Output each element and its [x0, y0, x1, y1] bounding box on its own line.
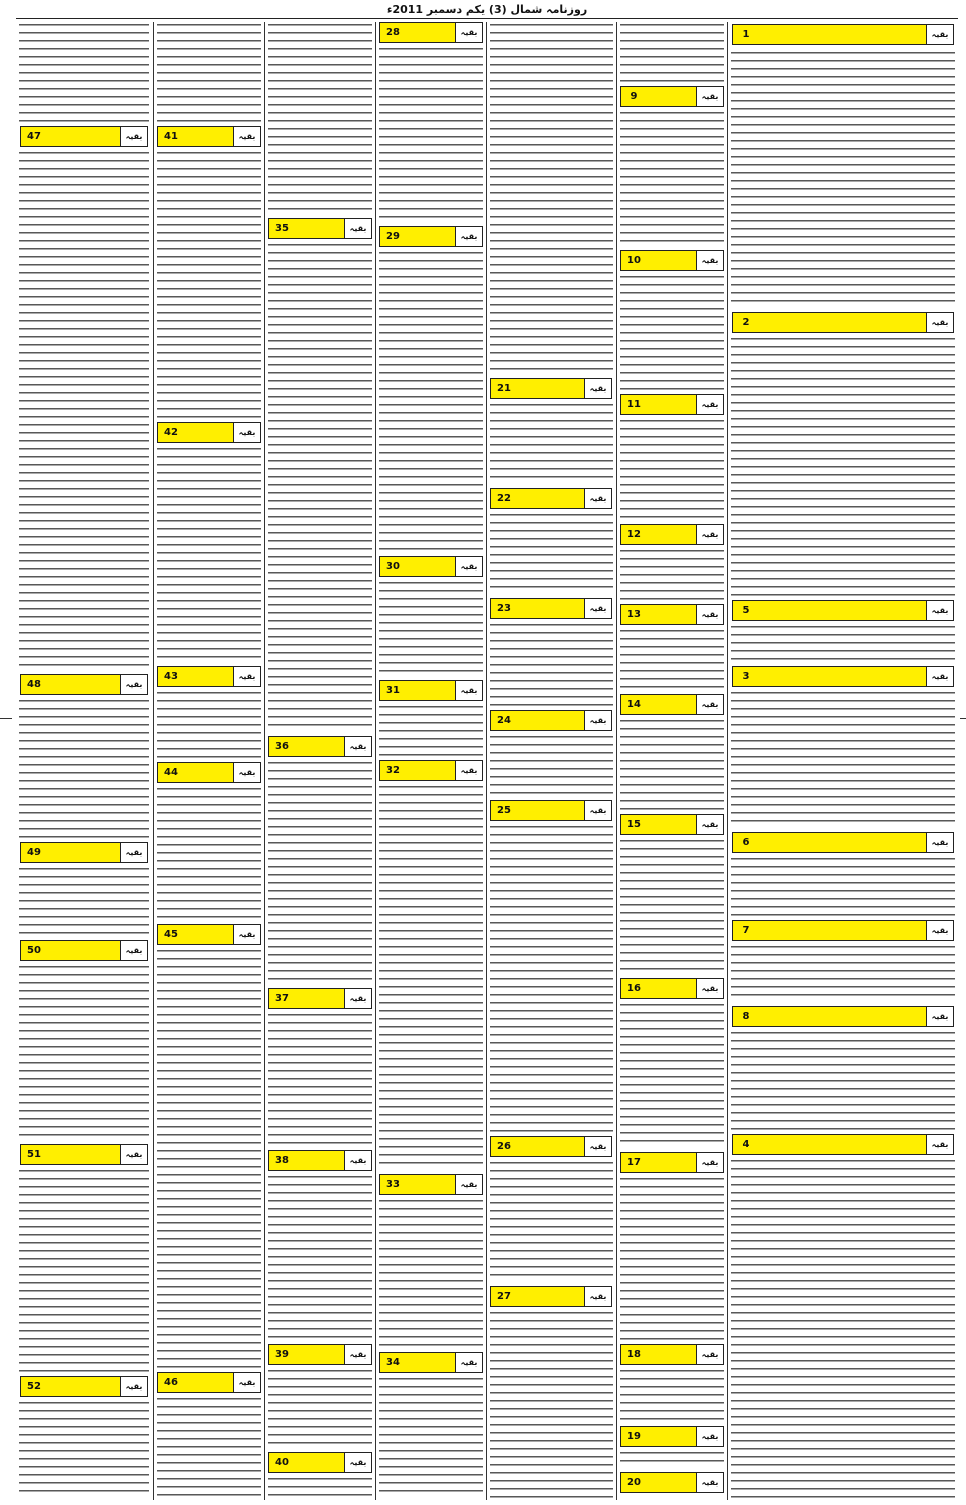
- badge-number: 45: [158, 925, 185, 944]
- badge-number: 40: [269, 1453, 296, 1472]
- text-block: [731, 50, 955, 308]
- text-block: [731, 1030, 955, 1130]
- text-block: [490, 824, 613, 1132]
- continuation-badge: [268, 1344, 372, 1365]
- continuation-badge: [732, 832, 954, 853]
- badge-label: بقیہ: [120, 1145, 147, 1164]
- badge-label: بقیہ: [696, 1153, 723, 1172]
- badge-label: بقیہ: [584, 489, 611, 508]
- badge-label: بقیہ: [584, 379, 611, 398]
- text-block: [19, 22, 149, 122]
- badge-number: 48: [21, 675, 48, 694]
- continuation-badge: [490, 800, 612, 821]
- badge-label: بقیہ: [584, 711, 611, 730]
- badge-number: 9: [621, 87, 648, 106]
- continuation-badge: [379, 1174, 483, 1195]
- badge-label: بقیہ: [455, 1175, 482, 1194]
- badge-number: 35: [269, 219, 296, 238]
- text-block: [379, 784, 483, 1170]
- text-block: [268, 1174, 372, 1340]
- continuation-badge: [732, 600, 954, 621]
- continuation-badge: [268, 736, 372, 757]
- text-block: [490, 1310, 613, 1498]
- text-block: [379, 580, 483, 676]
- text-block: [19, 150, 149, 670]
- continuation-badge: [379, 680, 483, 701]
- continuation-badge: [732, 24, 954, 45]
- text-block: [157, 446, 261, 662]
- continuation-badge: [268, 1150, 372, 1171]
- text-block: [731, 336, 955, 596]
- continuation-badge: [20, 126, 148, 147]
- badge-label: بقیہ: [344, 737, 371, 756]
- text-block: [157, 948, 261, 1368]
- continuation-badge: [490, 1136, 612, 1157]
- badge-number: 18: [621, 1345, 648, 1364]
- badge-label: بقیہ: [344, 1151, 371, 1170]
- text-block: [157, 1396, 261, 1498]
- badge-label: بقیہ: [926, 921, 953, 940]
- continuation-badge: [20, 842, 148, 863]
- continuation-badge: [620, 604, 724, 625]
- badge-number: 7: [733, 921, 760, 940]
- badge-label: بقیہ: [926, 1135, 953, 1154]
- continuation-badge: [732, 1134, 954, 1155]
- badge-label: بقیہ: [696, 1345, 723, 1364]
- text-block: [268, 1476, 372, 1498]
- badge-number: 52: [21, 1377, 48, 1396]
- text-block: [157, 786, 261, 920]
- continuation-badge: [620, 1152, 724, 1173]
- text-block: [620, 1002, 724, 1148]
- column-5: [265, 22, 375, 1500]
- badge-label: بقیہ: [120, 127, 147, 146]
- badge-number: 50: [21, 941, 48, 960]
- badge-number: 25: [491, 801, 518, 820]
- badge-label: بقیہ: [233, 127, 260, 146]
- badge-label: بقیہ: [120, 941, 147, 960]
- badge-number: 36: [269, 737, 296, 756]
- text-block: [490, 622, 613, 706]
- badge-number: 46: [158, 1373, 185, 1392]
- badge-label: بقیہ: [926, 667, 953, 686]
- badge-label: بقیہ: [233, 423, 260, 442]
- text-block: [490, 402, 613, 484]
- badge-number: 31: [380, 681, 407, 700]
- text-block: [19, 1168, 149, 1372]
- text-block: [490, 734, 613, 796]
- badge-number: 33: [380, 1175, 407, 1194]
- text-block: [620, 718, 724, 810]
- text-block: [268, 1368, 372, 1448]
- badge-number: 2: [733, 313, 760, 332]
- badge-number: 4: [733, 1135, 760, 1154]
- badge-number: 47: [21, 127, 48, 146]
- continuation-badge: [379, 22, 483, 43]
- text-block: [379, 1198, 483, 1348]
- continuation-badge: [268, 1452, 372, 1473]
- continuation-badge: [157, 924, 261, 945]
- continuation-badge: [490, 488, 612, 509]
- text-block: [620, 548, 724, 600]
- text-block: [268, 22, 372, 214]
- continuation-badge: [490, 378, 612, 399]
- continuation-badge: [379, 760, 483, 781]
- column-7: [16, 22, 152, 1500]
- badge-label: بقیہ: [696, 525, 723, 544]
- badge-label: بقیہ: [120, 843, 147, 862]
- continuation-badge: [157, 1372, 261, 1393]
- continuation-badge: [620, 978, 724, 999]
- badge-number: 13: [621, 605, 648, 624]
- badge-number: 6: [733, 833, 760, 852]
- continuation-badge: [620, 1472, 724, 1493]
- text-block: [268, 760, 372, 984]
- continuation-badge: [620, 1344, 724, 1365]
- text-block: [19, 1400, 149, 1498]
- badge-label: بقیہ: [926, 1007, 953, 1026]
- badge-label: بقیہ: [696, 1427, 723, 1446]
- badge-number: 19: [621, 1427, 648, 1446]
- badge-label: بقیہ: [233, 667, 260, 686]
- column-4: [376, 22, 486, 1500]
- text-block: [268, 242, 372, 732]
- text-block: [490, 512, 613, 594]
- continuation-badge: [268, 988, 372, 1009]
- badge-label: بقیہ: [455, 23, 482, 42]
- badge-label: بقیہ: [584, 801, 611, 820]
- badge-label: بقیہ: [696, 1473, 723, 1492]
- badge-number: 28: [380, 23, 407, 42]
- continuation-badge: [732, 920, 954, 941]
- badge-label: بقیہ: [696, 605, 723, 624]
- badge-number: 24: [491, 711, 518, 730]
- text-block: [620, 418, 724, 520]
- text-block: [620, 1176, 724, 1340]
- badge-number: 8: [733, 1007, 760, 1026]
- continuation-badge: [732, 1006, 954, 1027]
- badge-label: بقیہ: [455, 761, 482, 780]
- fold-mark: [960, 718, 966, 719]
- badge-number: 30: [380, 557, 407, 576]
- badge-number: 14: [621, 695, 648, 714]
- text-block: [19, 964, 149, 1140]
- badge-label: بقیہ: [344, 1453, 371, 1472]
- text-block: [379, 1376, 483, 1498]
- text-block: [731, 1158, 955, 1498]
- text-block: [490, 1160, 613, 1282]
- continuation-badge: [732, 666, 954, 687]
- continuation-badge: [20, 940, 148, 961]
- fold-mark: [0, 718, 12, 719]
- badge-label: بقیہ: [926, 25, 953, 44]
- badge-label: بقیہ: [696, 87, 723, 106]
- text-block: [731, 690, 955, 828]
- continuation-badge: [732, 312, 954, 333]
- badge-label: بقیہ: [455, 1353, 482, 1372]
- badge-label: بقیہ: [233, 925, 260, 944]
- continuation-badge: [379, 226, 483, 247]
- text-block: [157, 690, 261, 758]
- text-block: [379, 46, 483, 222]
- continuation-badge: [379, 556, 483, 577]
- continuation-badge: [620, 250, 724, 271]
- continuation-badge: [620, 694, 724, 715]
- text-block: [620, 110, 724, 246]
- badge-number: 3: [733, 667, 760, 686]
- newspaper-page: [16, 0, 958, 1505]
- badge-number: 1: [733, 25, 760, 44]
- continuation-badge: [157, 126, 261, 147]
- text-block: [490, 22, 613, 374]
- badge-number: 20: [621, 1473, 648, 1492]
- badge-label: بقیہ: [120, 1377, 147, 1396]
- continuation-badge: [620, 814, 724, 835]
- badge-label: بقیہ: [926, 833, 953, 852]
- masthead-date: روزنامہ شمال (3) یکم دسمبر 2011ء: [386, 2, 588, 16]
- badge-label: بقیہ: [455, 557, 482, 576]
- badge-label: بقیہ: [696, 695, 723, 714]
- badge-number: 22: [491, 489, 518, 508]
- badge-number: 23: [491, 599, 518, 618]
- badge-label: بقیہ: [584, 1137, 611, 1156]
- badge-number: 12: [621, 525, 648, 544]
- badge-number: 11: [621, 395, 648, 414]
- badge-number: 10: [621, 251, 648, 270]
- badge-number: 44: [158, 763, 185, 782]
- continuation-badge: [620, 1426, 724, 1447]
- badge-label: بقیہ: [233, 1373, 260, 1392]
- continuation-badge: [490, 710, 612, 731]
- continuation-badge: [620, 86, 724, 107]
- text-block: [157, 150, 261, 418]
- badge-number: 27: [491, 1287, 518, 1306]
- text-block: [620, 274, 724, 390]
- continuation-badge: [20, 1376, 148, 1397]
- badge-number: 51: [21, 1145, 48, 1164]
- text-block: [620, 22, 724, 82]
- badge-label: بقیہ: [926, 601, 953, 620]
- badge-number: 15: [621, 815, 648, 834]
- text-block: [731, 856, 955, 916]
- continuation-badge: [620, 524, 724, 545]
- text-block: [268, 1012, 372, 1146]
- badge-label: بقیہ: [455, 681, 482, 700]
- continuation-badge: [490, 598, 612, 619]
- badge-number: 26: [491, 1137, 518, 1156]
- badge-number: 29: [380, 227, 407, 246]
- continuation-badge: [157, 666, 261, 687]
- text-block: [19, 698, 149, 838]
- badge-number: 21: [491, 379, 518, 398]
- badge-label: بقیہ: [233, 763, 260, 782]
- continuation-badge: [20, 1144, 148, 1165]
- badge-label: بقیہ: [584, 599, 611, 618]
- text-block: [731, 944, 955, 1002]
- badge-number: 17: [621, 1153, 648, 1172]
- badge-label: بقیہ: [120, 675, 147, 694]
- badge-number: 49: [21, 843, 48, 862]
- text-block: [379, 704, 483, 756]
- continuation-badge: [20, 674, 148, 695]
- column-3: [487, 22, 616, 1500]
- text-block: [620, 628, 724, 690]
- badge-number: 16: [621, 979, 648, 998]
- badge-label: بقیہ: [344, 1345, 371, 1364]
- text-block: [620, 1368, 724, 1422]
- badge-number: 42: [158, 423, 185, 442]
- badge-number: 43: [158, 667, 185, 686]
- badge-number: 38: [269, 1151, 296, 1170]
- column-6: [154, 22, 264, 1500]
- badge-label: بقیہ: [344, 219, 371, 238]
- column-2: [617, 22, 727, 1500]
- badge-label: بقیہ: [926, 313, 953, 332]
- badge-label: بقیہ: [696, 815, 723, 834]
- continuation-badge: [379, 1352, 483, 1373]
- page-header: [16, 0, 958, 19]
- text-block: [157, 22, 261, 122]
- text-block: [731, 624, 955, 662]
- badge-number: 39: [269, 1345, 296, 1364]
- badge-label: بقیہ: [344, 989, 371, 1008]
- continuation-badge: [157, 422, 261, 443]
- text-block: [620, 1450, 724, 1468]
- badge-number: 37: [269, 989, 296, 1008]
- badge-label: بقیہ: [696, 979, 723, 998]
- text-block: [19, 866, 149, 936]
- continuation-badge: [268, 218, 372, 239]
- column-1: [728, 22, 958, 1500]
- badge-label: بقیہ: [584, 1287, 611, 1306]
- badge-label: بقیہ: [455, 227, 482, 246]
- badge-number: 5: [733, 601, 760, 620]
- continuation-badge: [157, 762, 261, 783]
- continuation-badge: [490, 1286, 612, 1307]
- badge-label: بقیہ: [696, 251, 723, 270]
- continuation-badge: [620, 394, 724, 415]
- badge-number: 32: [380, 761, 407, 780]
- badge-number: 41: [158, 127, 185, 146]
- text-block: [620, 838, 724, 974]
- text-block: [379, 250, 483, 552]
- badge-label: بقیہ: [696, 395, 723, 414]
- badge-number: 34: [380, 1353, 407, 1372]
